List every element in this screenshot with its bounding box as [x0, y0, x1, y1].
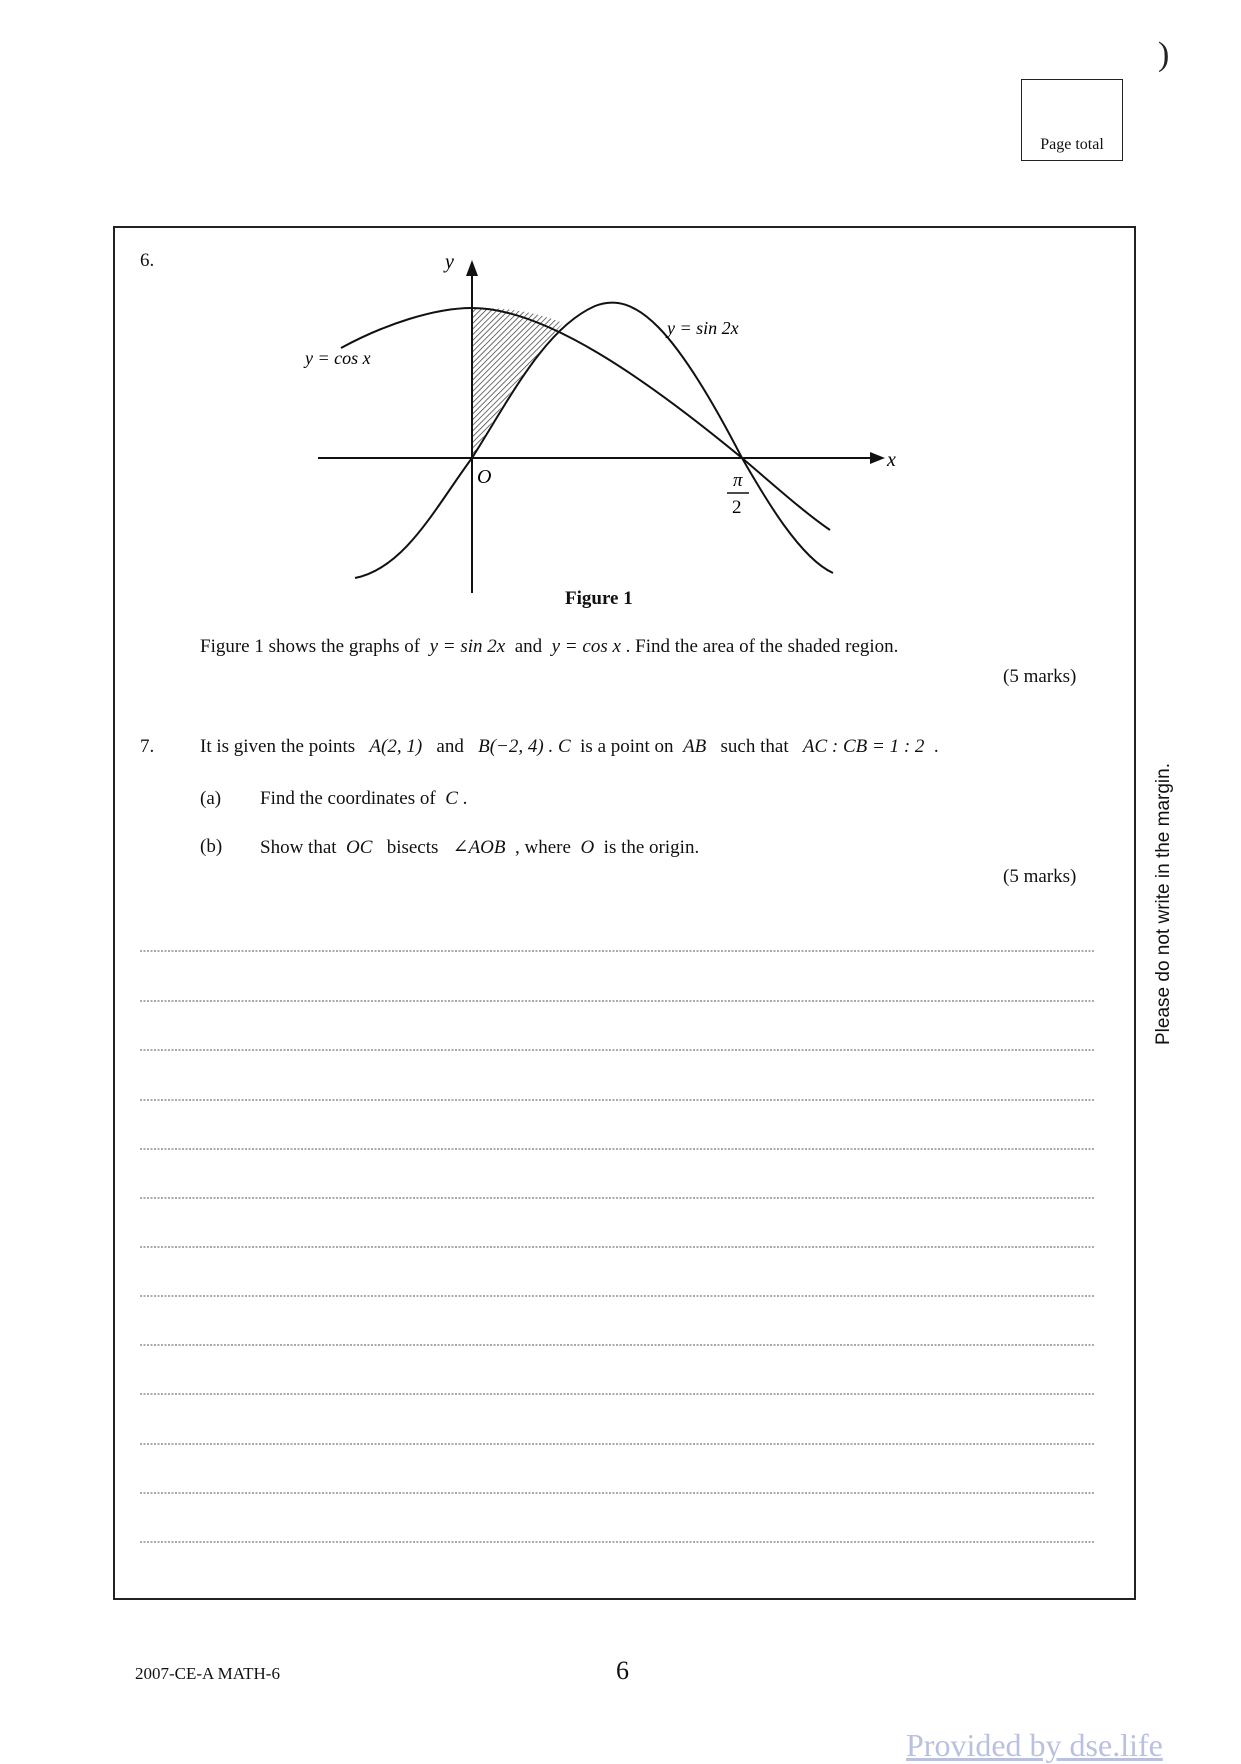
answer-lines	[115, 228, 1136, 1598]
question-6-marks: (5 marks)	[1003, 666, 1077, 687]
two-label: 2	[732, 497, 742, 518]
q7-intro: It is given the points	[200, 736, 356, 757]
q7-mid: is a point on	[580, 736, 674, 757]
question-7-marks: (5 marks)	[1003, 866, 1077, 887]
q6-equation-sin: y = sin 2x	[429, 636, 506, 657]
q7a-label: (a)	[200, 788, 222, 809]
sin2x-curve-label: y = sin 2x	[667, 318, 739, 338]
footer-page-number: 6	[616, 1656, 629, 1685]
page-total-box	[1021, 79, 1123, 161]
q7-end: .	[933, 736, 939, 757]
q7-ratio: AC : CB = 1 : 2	[802, 736, 925, 757]
margin-note: Please do not write in the margin.	[1153, 763, 1174, 1045]
q7a-body: Find the coordinates of	[260, 788, 436, 809]
q6-equation-cos: y = cos x	[551, 636, 621, 657]
q7a-math: C	[445, 788, 458, 809]
q7b-math-angle: ∠AOB	[452, 837, 506, 858]
pi-label: π	[733, 470, 743, 491]
q7-c-label: . C	[548, 736, 571, 757]
page-total-label: Page total	[1040, 136, 1104, 153]
q7-point-b: B(−2, 4)	[478, 736, 544, 757]
q7a-end: .	[462, 788, 468, 809]
q7b-where: , where	[515, 837, 571, 858]
figure-caption: Figure 1	[565, 588, 633, 609]
q7b-label: (b)	[200, 836, 223, 857]
q7-and: and	[436, 736, 464, 757]
q7-such-that: such that	[720, 736, 789, 757]
q6-text-part1: Figure 1 shows the graphs of	[200, 636, 421, 657]
cos-curve-label: y = cos x	[305, 348, 371, 368]
q7-point-a: A(2, 1)	[369, 736, 423, 757]
q7b-math-o: O	[580, 837, 595, 858]
question-6-number: 6.	[140, 250, 155, 271]
q6-text-part2: . Find the area of the shaded region.	[625, 636, 899, 657]
watermark: Provided by dse.life	[906, 1727, 1163, 1763]
q6-and: and	[514, 636, 543, 657]
q7b-body: Show that	[260, 837, 337, 858]
question-7-number: 7.	[140, 736, 155, 757]
corner-mark: )	[1158, 36, 1170, 73]
q7-ab: AB	[683, 736, 707, 757]
answer-box	[113, 226, 1136, 1600]
origin-label: O	[477, 466, 492, 488]
q7b-math-oc: OC	[346, 837, 373, 858]
y-axis-label: y	[445, 251, 454, 273]
q7b-bisects: bisects	[386, 837, 439, 858]
x-axis-label: x	[887, 449, 896, 471]
footer-exam-code: 2007-CE-A MATH-6	[135, 1664, 280, 1683]
q7b-origin: is the origin.	[603, 837, 700, 858]
